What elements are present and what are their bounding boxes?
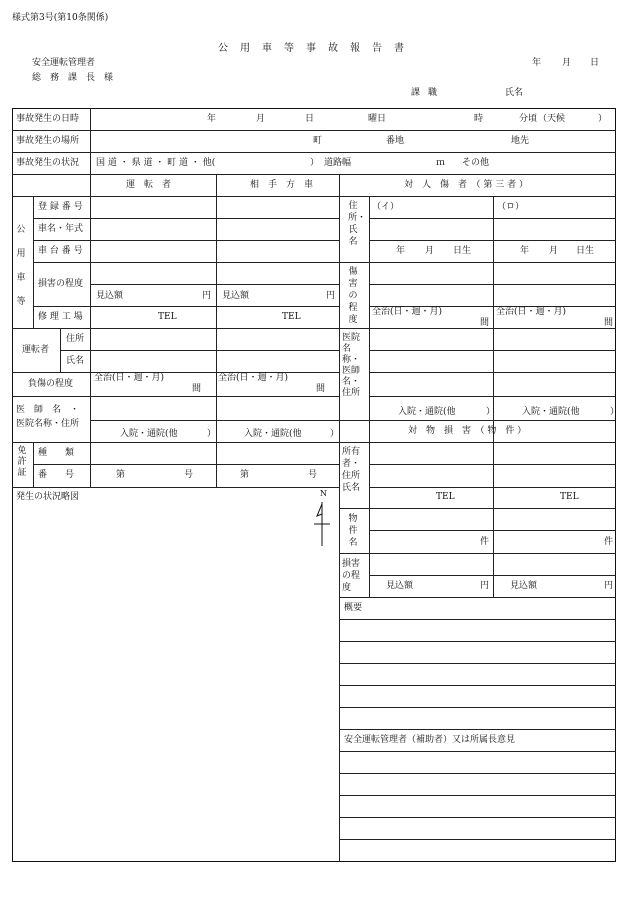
north-label: N [320,489,327,498]
doctor-label: 医 師 名 ・ [16,405,80,415]
opponent-dai: 第 [240,470,250,480]
place-machi: 町 [313,136,323,146]
date-day: 日 [590,58,600,68]
dt-hour: 時 [474,114,484,124]
property-a-yen: 円 [480,581,490,591]
third-b-admit: 入院・通院(他 [522,407,580,417]
property-header: 対 物 損 害 （ 物 件 ） [408,426,527,436]
dt-year: 年 [207,114,217,124]
place-label: 事故発生の場所 [16,136,80,146]
driver-name: 氏名 [66,356,85,366]
form-frame [12,108,616,862]
property-b-yen: 円 [604,581,614,591]
shoku-label: 職 [428,88,438,98]
driver-go: 号 [184,470,194,480]
birth-a-y: 年 [396,246,406,256]
opinion-label: 安全運転管理者（補助者）又は所属長意見 [344,735,516,745]
date-month: 月 [562,58,572,68]
form-number: 様式第3号(第10条関係) [12,13,109,23]
third-a: （イ） [372,202,400,212]
col-driver: 運 転 者 [126,180,172,190]
third-a-admit: 入院・通院(他 [398,407,456,417]
status-other: その他 [462,158,490,168]
third-addr-name: 住所・氏名 [348,201,367,247]
property-owner: 所有者・住所氏名 [342,447,361,493]
third-b-days: 間 [604,318,614,328]
property-a-estimate: 見込額 [386,581,414,591]
opponent-estimate: 見込額 [222,291,250,301]
opponent-go: 号 [308,470,318,480]
dt-weather: （天候 [538,114,566,124]
opponent-tel: TEL [282,312,301,322]
vehicle-chassis: 車 台 番 号 [38,246,83,256]
place-saki: 地先 [511,136,530,146]
dt-day: 日 [305,114,315,124]
property-damage: 損害の程度 [342,559,361,593]
driver-cure: 全治(日・週・月) [94,373,165,383]
property-item: 物件名 [348,514,358,548]
property-a-tel: TEL [436,492,455,502]
vehicle-reg: 登 録 番 号 [38,202,83,212]
opponent-yen: 円 [326,291,336,301]
summary-label: 概要 [344,603,363,613]
third-b: （ロ） [497,202,525,212]
vehicle-estimate: 見込額 [96,291,124,301]
dt-close: ） [598,114,608,124]
vehicle-side-label: 公用車等 [16,225,26,307]
third-a-cure: 全治(日・週・月) [372,307,443,317]
property-b-tel: TEL [560,492,579,502]
vehicle-repair: 修 理 工 場 [38,312,83,322]
driver-days: 間 [192,384,202,394]
third-a-days: 間 [480,318,490,328]
dt-weekday: 曜日 [368,114,387,124]
property-b-estimate: 見込額 [510,581,538,591]
injury-level-label: 負傷の程度 [28,379,74,389]
place-banchi: 番地 [386,136,405,146]
opponent-days: 間 [316,384,326,394]
third-b-cure: 全治(日・週・月) [496,307,567,317]
property-b-count: 件 [604,537,614,547]
driver-dai: 第 [116,470,126,480]
birth-a-m: 月 [425,246,435,256]
vehicle-tel: TEL [158,312,177,322]
third-injury: 傷害の程度 [348,267,358,325]
shimei-label: 氏名 [505,88,524,98]
opponent-admit-close: ） [330,429,340,439]
license-label: 免許証 [17,446,27,478]
driver-addr: 住所 [66,334,85,344]
third-b-admit-close: ） [610,407,620,417]
driver-admit-close: ） [207,429,217,439]
datetime-label: 事故発生の日時 [16,114,80,124]
opponent-admit: 入院・通院(他 [244,429,302,439]
opponent-cure: 全治(日・週・月) [218,373,289,383]
col-injury: 対 人 傷 者 （ 第 三 者 ） [404,180,528,190]
driver-admit: 入院・通院(他 [120,429,178,439]
third-doctor: 医院名称・医師名・住所 [342,333,361,398]
status-m: ｍ [436,158,446,168]
recipient-line1: 安全運転管理者 [32,58,96,68]
birth-b-y: 年 [520,246,530,256]
birth-b-m: 月 [549,246,559,256]
date-year: 年 [532,58,542,68]
status-road: 国 道 ・ 県 道 ・ 町 道 ・ 他( [96,158,216,168]
birth-a-d: 日生 [453,246,472,256]
vehicle-damage: 損害の程度 [38,279,84,289]
hospital-label: 医院名称・住所 [16,419,80,429]
status-width: 道路幅 [324,158,352,168]
status-close: ） [310,158,320,168]
north-arrow-icon [314,502,332,546]
page-title: 公 用 車 等 事 故 報 告 書 [218,43,405,54]
license-kind: 種 類 [38,448,75,458]
col-opponent: 相 手 方 車 [250,180,314,190]
ka-label: 課 [411,88,421,98]
vehicle-model: 車名・年式 [38,224,84,234]
status-label: 事故発生の状況 [16,158,80,168]
birth-b-d: 日生 [576,246,595,256]
dt-month: 月 [256,114,266,124]
driver-label: 運転者 [22,345,50,355]
vehicle-yen: 円 [202,291,212,301]
third-a-admit-close: ） [486,407,496,417]
property-a-count: 件 [480,537,490,547]
license-number: 番 号 [38,470,75,480]
dt-minute: 分頃 [519,114,538,124]
sketch-label: 発生の状況略図 [16,492,80,502]
recipient-line2: 総 務 課 長 様 [32,73,114,83]
